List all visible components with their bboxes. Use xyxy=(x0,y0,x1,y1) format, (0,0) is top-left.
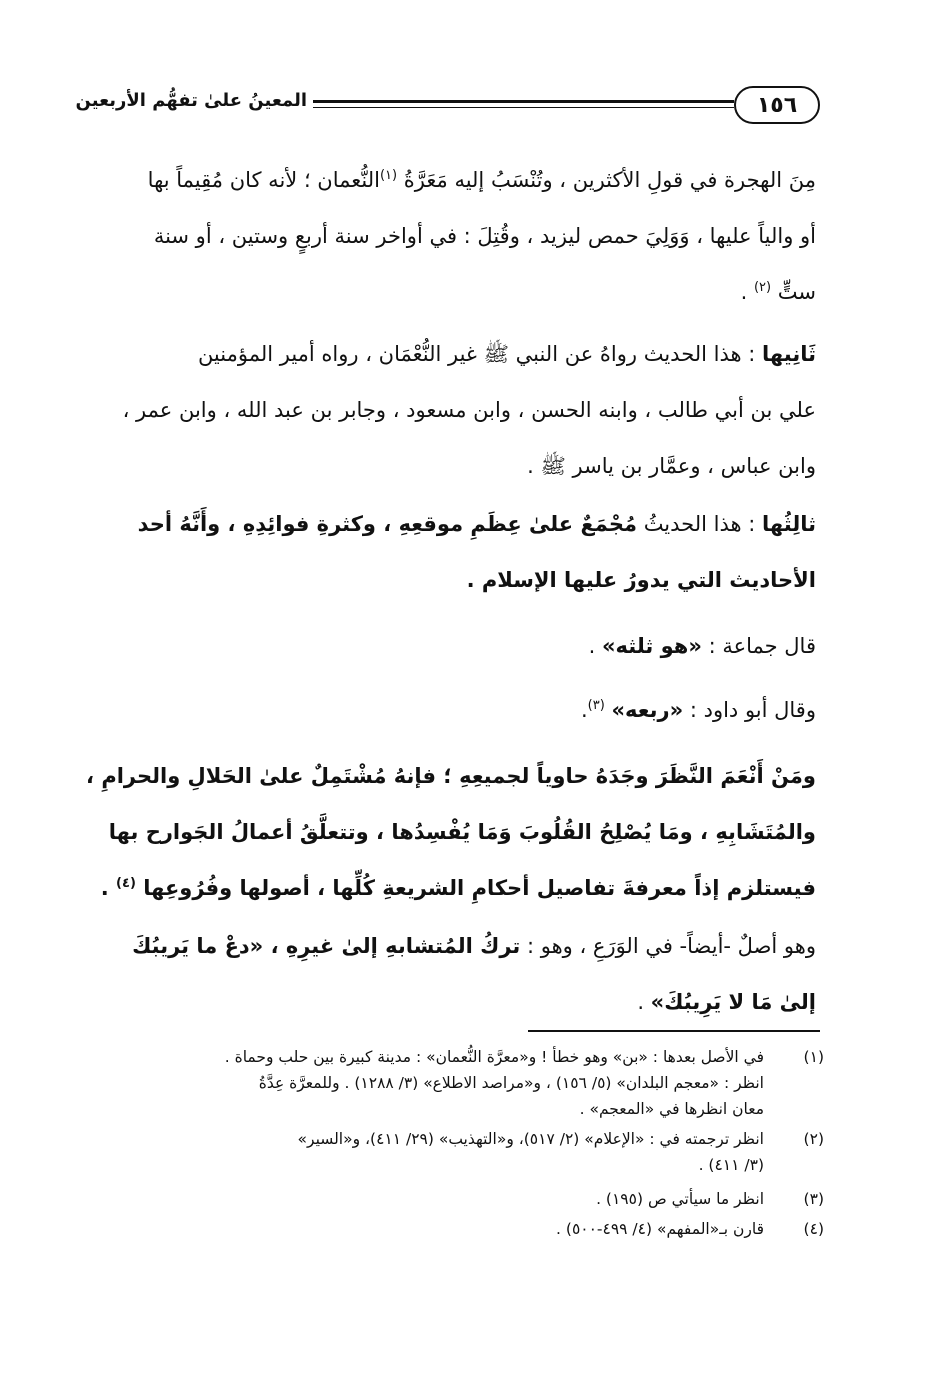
paragraph-2 xyxy=(100,326,816,494)
footnote-separator xyxy=(528,1030,820,1032)
paragraph-5 xyxy=(100,682,816,738)
quote: «ربعه» xyxy=(611,698,684,722)
footnote-line: انظر ترجمته في : «الإعلام» (٢/ ٥١٧)، و«التهذيب» (٢٩/ ٤١١)، و«السير» xyxy=(297,1130,764,1148)
footnote-line: في الأصل بعدها : «بن» وهو خطأ ! و«معرَّة النُّعمان» : مدينة كبيرة بين حلب وحماة . xyxy=(224,1048,764,1066)
footnote-ref-4: (٤) xyxy=(116,876,136,891)
footnote xyxy=(100,1044,824,1122)
footnote-line: معان انظرها في «المعجم» . xyxy=(579,1100,764,1118)
section-heading: ثَانِيها xyxy=(762,342,816,366)
text-line: الأحاديث التي يدورُ عليها الإسلام . xyxy=(466,568,816,592)
quote: «هو ثلثه» xyxy=(601,634,702,658)
footnote-ref-3: (٣) xyxy=(587,698,605,713)
footnote xyxy=(100,1126,824,1178)
text-line: علي بن أبي طالب ، وابنه الحسن ، وابن مسعود ، وجابر بن عبد الله ، وابن عمر ، xyxy=(122,398,816,422)
text-line: ومَنْ أَنْعَمَ النَّظَرَ وجَدَهُ حاوياً لجميعِهِ ؛ فإنهُ مُشْتَمِلٌ علىٰ الحَلالِ والحرامِ ، xyxy=(86,764,816,788)
footnote-number: (٢) xyxy=(803,1130,824,1148)
text-line: وقال أبو داود : «ربعه» $^{(٣)}$. xyxy=(580,698,816,722)
section-heading: ثالِثُها xyxy=(762,512,816,536)
text-line: إلىٰ مَا لا يَرِيبُكَ» . xyxy=(637,990,816,1014)
paragraph-3 xyxy=(100,496,816,608)
footnote xyxy=(100,1216,824,1242)
text-line: مِنَ الهجرة في قولِ الأكثرين ، وتُنْسَبُ إليه مَعَرَّةُ $^{(١)}$النُّعمان ؛ لأنه كان مُقِيماً بها xyxy=(147,168,816,192)
text-line: وهو أصلٌ -أيضاً- في الوَرَعِ ، وهو : تركُ المُتشابهِ إلىٰ غيرِهِ ، «دعْ ما يَريبُكَ xyxy=(132,934,816,958)
text-line: قال جماعة : «هو ثلثه» . xyxy=(588,634,816,658)
footnote-line: قارن بـ«المفهم» (٤/ ٤٩٩-٥٠٠) . xyxy=(556,1220,764,1238)
text-line: ستٍّ $^{(٢)}$ . xyxy=(740,280,816,304)
footnote-ref-1: (١) xyxy=(379,168,398,183)
text-line: فيستلزم إذاً معرفةَ تفاصيل أحكامِ الشريعةِ كُلِّها ، أصولها وفُرُوعِها $^{(٤)}$ . xyxy=(100,876,816,900)
text-line: ثالِثُها : هذا الحديثُ مُجْمَعٌ علىٰ عِظَمِ موقعِهِ ، وكثرةِ فوائِدِهِ ، وأَنَّهُ أحد xyxy=(137,512,816,536)
footnote-ref-2: (٢) xyxy=(753,280,772,295)
paragraph-4 xyxy=(100,618,816,674)
header-rule-thin xyxy=(313,107,734,108)
footnote-number: (٤) xyxy=(803,1220,824,1238)
footnote xyxy=(100,1186,824,1212)
footnote-line: انظر ما سيأتي ص (١٩٥) . xyxy=(596,1190,764,1208)
paragraph-6 xyxy=(86,748,816,916)
footnote-line: (٣/ ٤١١) . xyxy=(698,1156,764,1174)
paragraph-7 xyxy=(100,918,816,1030)
running-header xyxy=(75,84,820,128)
page-number: ١٥٦ xyxy=(734,86,820,124)
text-line: أو والياً عليها ، وَوَلِيَ حمص ليزيد ، وقُتِلَ : في أواخر سنة أربعٍ وستين ، أو سنة xyxy=(153,224,816,248)
text-line: والمُتَشَابِهِ ، ومَا يُصْلِحُ القُلُوبَ وَمَا يُفْسِدُها ، وتتعلَّقُ أعمالُ الجَوارح بها xyxy=(108,820,816,844)
footnote-number: (٣) xyxy=(803,1190,824,1208)
header-rule-thick xyxy=(313,100,734,103)
book-title: المعينُ علىٰ تفهُّم الأربعين xyxy=(75,90,307,111)
text-line: ثَانِيها : هذا الحديث رواهُ عن النبي ﷺ غير النُّعْمَان ، رواه أمير المؤمنين xyxy=(197,342,816,366)
text-line: وابن عباس ، وعمَّار بن ياسر ﷺ . xyxy=(527,454,816,478)
paragraph-1 xyxy=(100,152,816,320)
footnote-number: (١) xyxy=(803,1048,824,1066)
footnotes xyxy=(100,1044,824,1242)
footnote-line: انظر : «معجم البلدان» (٥/ ١٥٦) ، و«مراصد الاطلاع» (٣/ ١٢٨٨) . وللمعرَّة عِدَّةُ xyxy=(258,1074,764,1092)
